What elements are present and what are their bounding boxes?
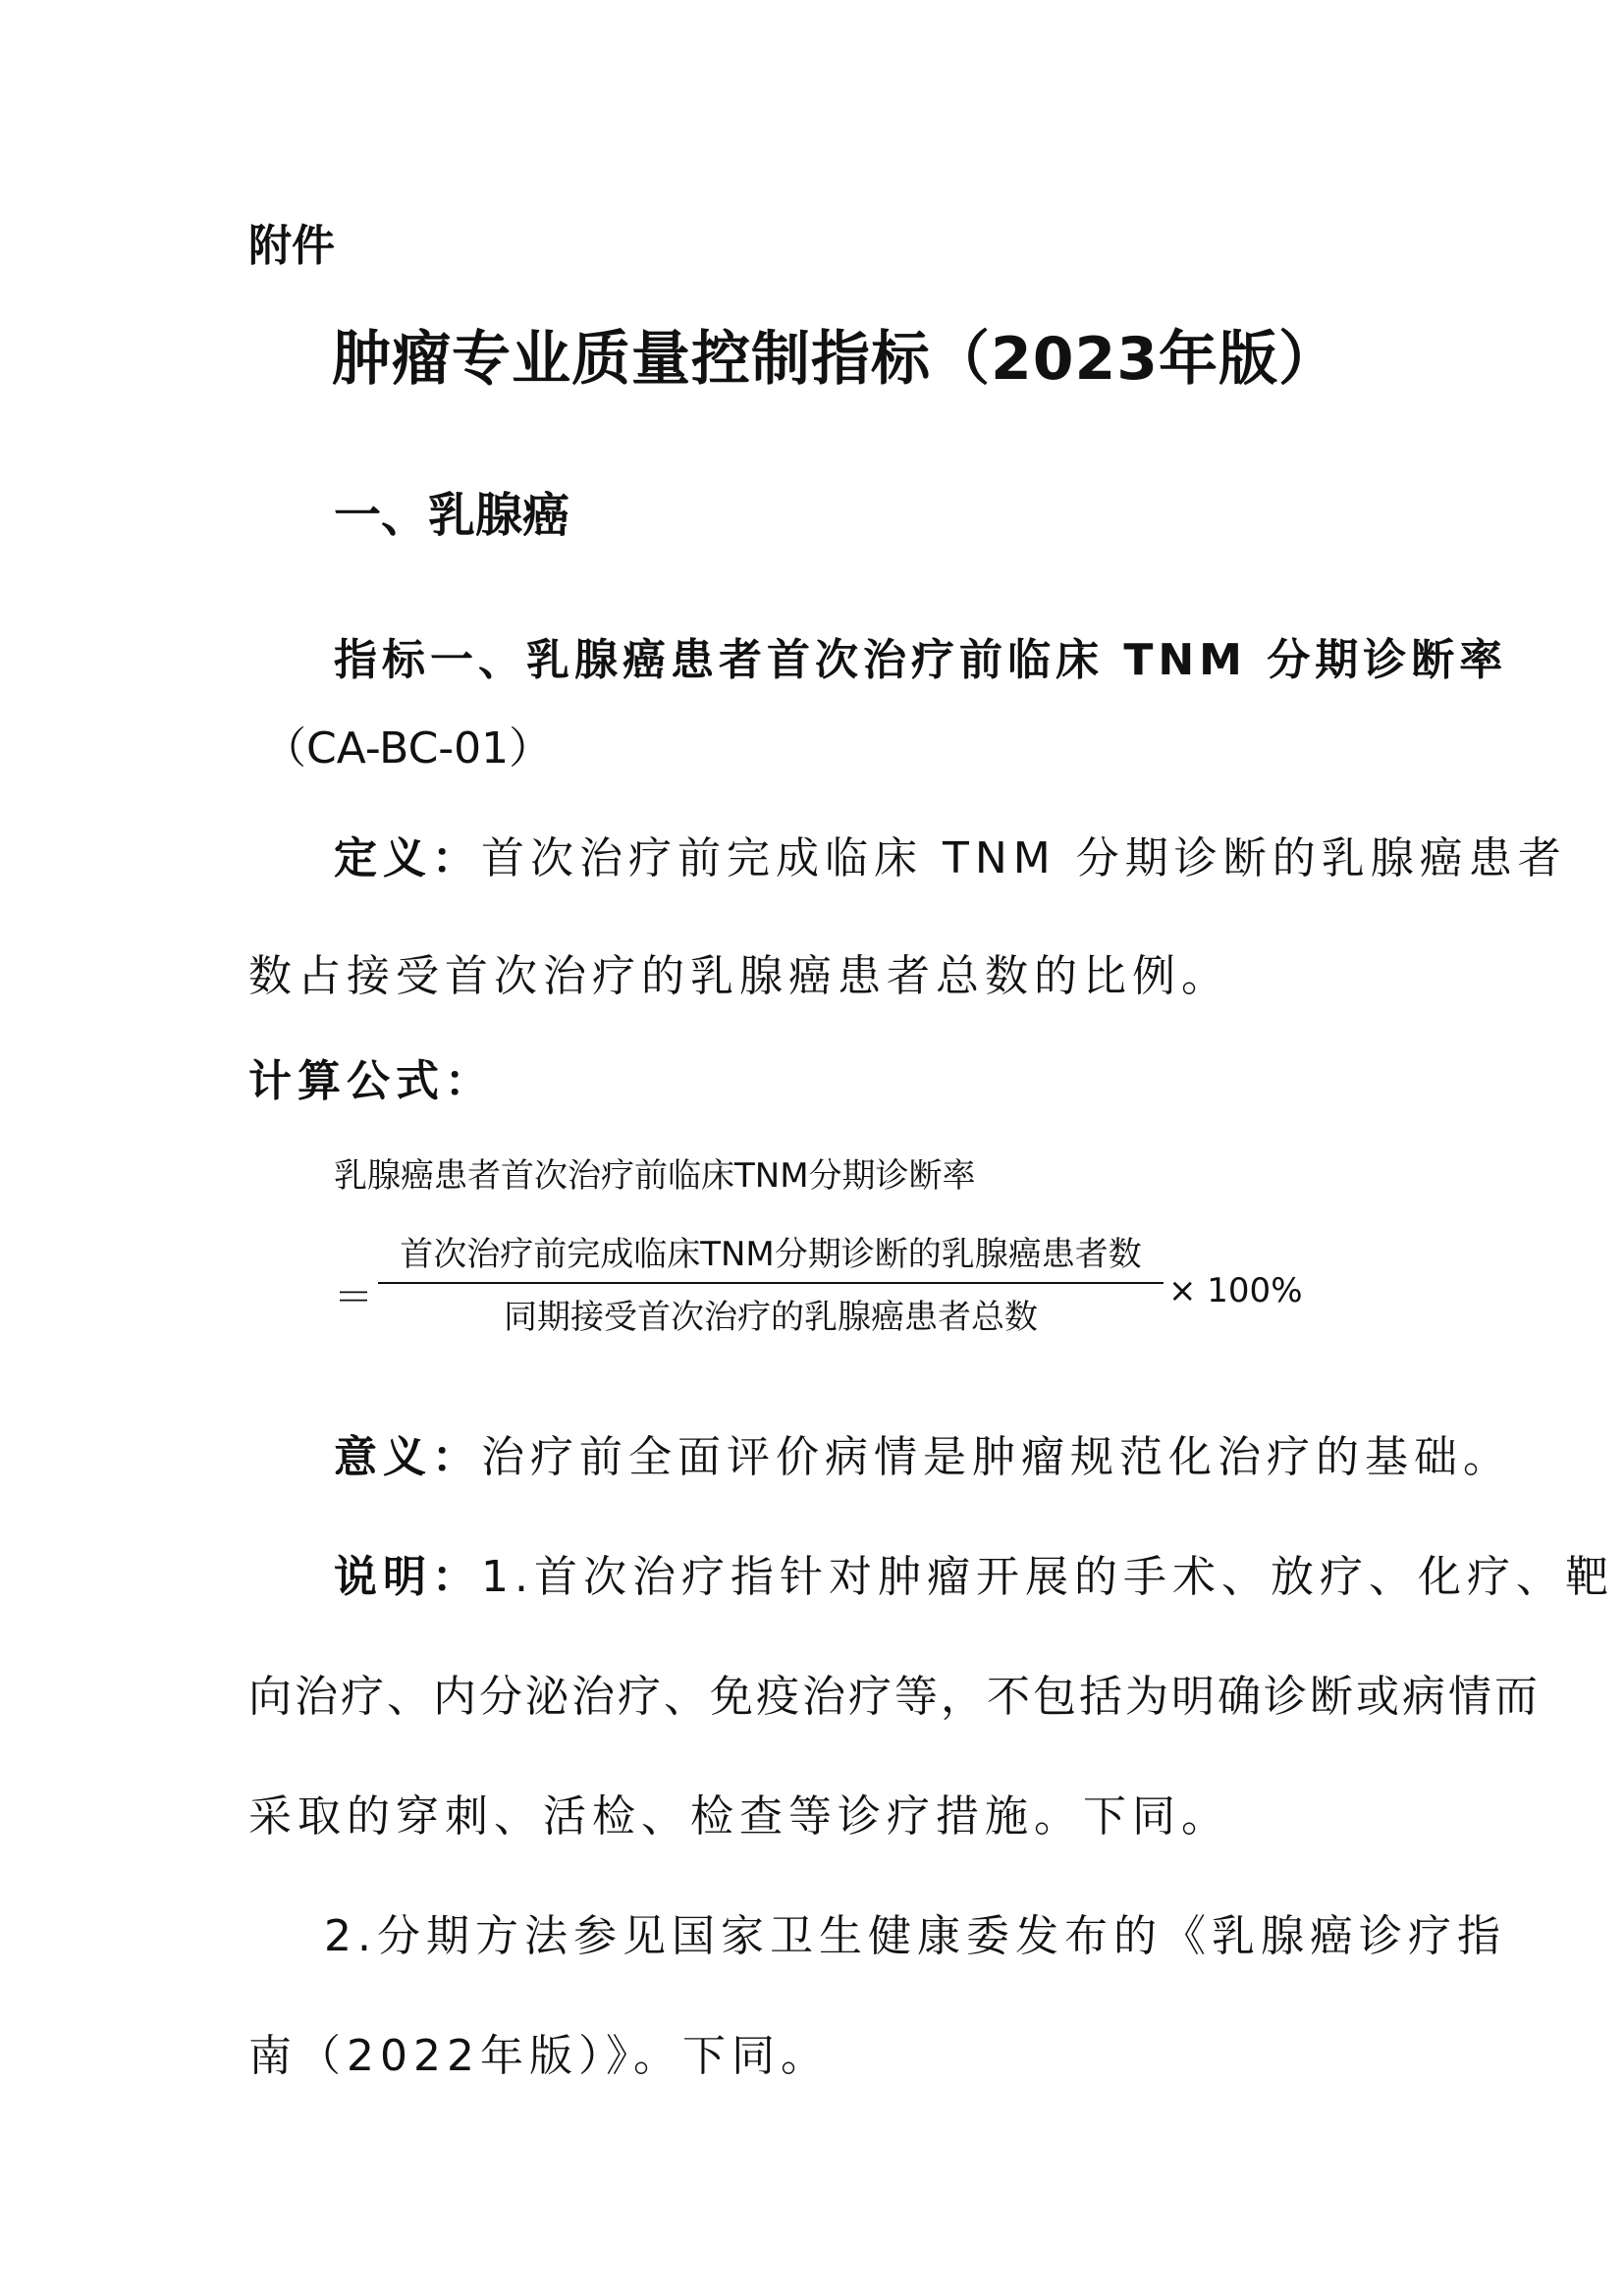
- formula-fraction: [378, 1227, 1164, 1338]
- notes-line2: 向治疗、内分泌治疗、免疫治疗等，不包括为明确诊断或病情而: [248, 1672, 1541, 1722]
- definition-paragraph: [334, 823, 1567, 885]
- section-heading: 一、乳腺癌: [334, 488, 570, 543]
- definition-label: 定义：: [334, 833, 481, 883]
- formula-equals: ＝: [334, 1275, 373, 1320]
- formula-denominator: 同期接受首次治疗的乳腺癌患者总数: [504, 1298, 1038, 1337]
- definition-text-line2: 数占接受首次治疗的乳腺癌患者总数的比例。: [248, 951, 1230, 1001]
- notes-line4: 2.分期方法参见国家卫生健康委发布的《乳腺癌诊疗指: [324, 1911, 1506, 1961]
- notes-label: 说明：: [334, 1552, 481, 1602]
- indicator-code: （CA-BC-01）: [263, 723, 553, 774]
- attachment-label: 附件: [248, 221, 335, 271]
- fraction-bar: [378, 1282, 1164, 1284]
- formula-numerator: 首次治疗前完成临床TNM分期诊断的乳腺癌患者数: [400, 1235, 1142, 1274]
- notes-line3: 采取的穿刺、活检、检查等诊疗措施。下同。: [248, 1791, 1230, 1842]
- formula-name: 乳腺癌患者首次治疗前临床TNM分期诊断率: [334, 1156, 976, 1196]
- notes-line1: 1.首次治疗指针对肿瘤开展的手术、放疗、化疗、靶: [481, 1552, 1614, 1602]
- definition-text-line1: 首次治疗前完成临床 TNM 分期诊断的乳腺癌患者: [481, 833, 1567, 883]
- significance-paragraph: [334, 1421, 1512, 1484]
- significance-label: 意义：: [334, 1432, 481, 1482]
- page-title: 肿瘤专业质量控制指标（2023年版）: [332, 325, 1338, 394]
- formula-multiplier: × 100%: [1168, 1271, 1303, 1310]
- notes-line5: 南（2022年版）》。下同。: [248, 2031, 830, 2081]
- notes-paragraph: [334, 1541, 1614, 1604]
- significance-text: 治疗前全面评价病情是肿瘤规范化治疗的基础。: [481, 1432, 1512, 1482]
- formula-label: 计算公式：: [248, 1056, 494, 1106]
- indicator-title: 指标一、乳腺癌患者首次治疗前临床 TNM 分期诊断率: [334, 635, 1508, 685]
